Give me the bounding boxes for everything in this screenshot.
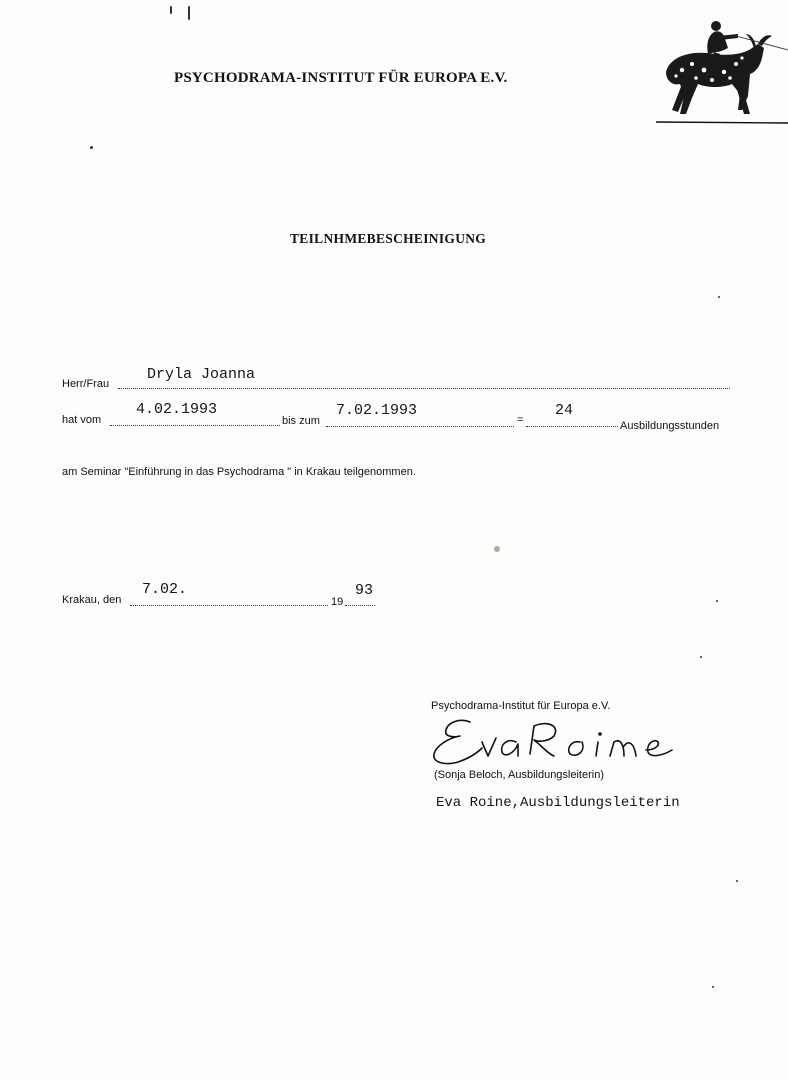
scan-speck	[494, 546, 500, 552]
name-label: Herr/Frau	[62, 378, 110, 390]
scan-speck	[718, 296, 720, 298]
scan-mark	[170, 6, 172, 14]
scan-speck	[90, 146, 93, 149]
institute-logo-icon	[652, 14, 788, 126]
year-dotted-line	[345, 605, 375, 606]
name-value: Dryla Joanna	[147, 366, 256, 383]
scan-mark	[188, 6, 190, 20]
institute-header: PSYCHODRAMA-INSTITUT FÜR EUROPA E.V.	[174, 70, 508, 86]
date-dotted-line	[130, 605, 328, 606]
to-dotted-line	[326, 426, 514, 427]
from-label: hat vom	[62, 414, 102, 426]
scan-speck	[716, 600, 718, 602]
date-century: 19	[331, 596, 344, 608]
name-dotted-line	[118, 388, 730, 389]
signature-typed-name: Eva Roine,Ausbildungsleiterin	[436, 795, 680, 811]
hours-value: 24	[555, 402, 574, 419]
signature-printed-name: (Sonja Beloch, Ausbildungsleiterin)	[434, 769, 604, 781]
equals-sign: =	[517, 414, 524, 426]
scan-speck	[736, 880, 738, 882]
hours-dotted-line	[526, 426, 618, 427]
from-date-value: 4.02.1993	[136, 401, 218, 418]
signature-institute: Psychodrama-Institut für Europa e.V.	[431, 700, 611, 712]
handwritten-signature-icon	[430, 712, 682, 770]
to-date-value: 7.02.1993	[336, 402, 418, 419]
seminar-sentence: am Seminar "Einführung in das Psychodrama " in Krakau teilgenommen.	[62, 466, 416, 478]
document-title: TEILNHMEBESCHEINIGUNG	[290, 231, 487, 246]
hours-label: Ausbildungsstunden	[620, 420, 720, 432]
scan-speck	[700, 656, 702, 658]
to-label: bis zum	[282, 415, 320, 427]
date-day-month: 7.02.	[142, 581, 188, 598]
place-date-label: Krakau, den	[62, 594, 122, 606]
scan-speck	[712, 986, 714, 988]
from-dotted-line	[110, 425, 280, 426]
date-year: 93	[355, 582, 374, 599]
